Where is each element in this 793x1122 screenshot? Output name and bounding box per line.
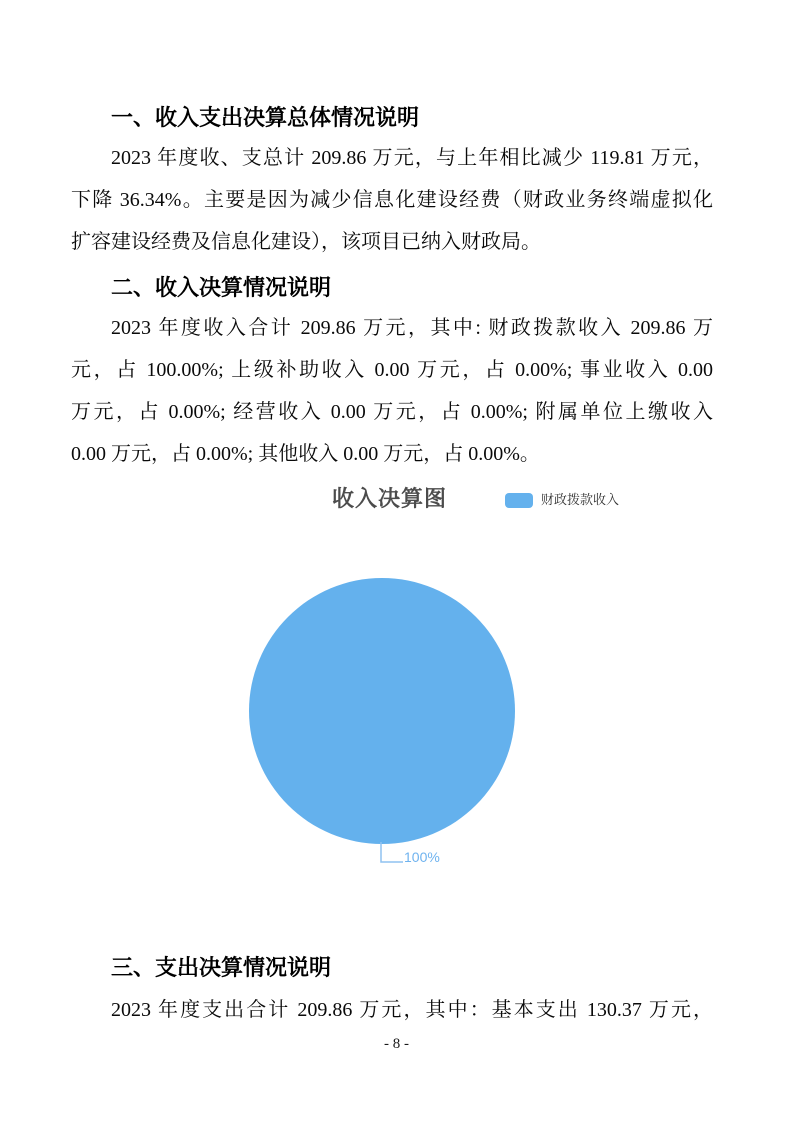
section-1-paragraph	[71, 137, 713, 263]
paragraph-line: 2023 年度收、支总计 209.86 万元，与上年相比减少 119.81 万元，	[111, 147, 713, 169]
paragraph-line: 万元，占 0.00%; 经营收入 0.00 万元，占 0.00%; 附属单位上缴收入	[71, 401, 713, 423]
paragraph-line: 2023 年度支出合计 209.86 万元，其中：基本支出 130.37 万元，	[111, 999, 713, 1021]
legend-label: 财政拨款收入	[541, 492, 620, 507]
chart-legend	[505, 492, 619, 508]
section-2-heading: 二、收入决算情况说明	[111, 275, 332, 300]
page-number: - 8 -	[384, 1036, 409, 1052]
section-1-heading: 一、收入支出决算总体情况说明	[111, 105, 420, 130]
legend-swatch	[505, 493, 533, 508]
section-3-paragraph	[71, 989, 713, 1031]
section-2-paragraph	[71, 307, 713, 475]
paragraph-line: 元，占 100.00%; 上级补助收入 0.00 万元，占 0.00%; 事业收入 0.00	[71, 359, 713, 381]
section-3-heading: 三、支出决算情况说明	[111, 955, 332, 980]
paragraph-line: 2023 年度收入合计 209.86 万元，其中: 财政拨款收入 209.86 万	[111, 317, 713, 339]
pie-slice	[249, 578, 515, 844]
paragraph-line: 下降 36.34%。主要是因为减少信息化建设经费（财政业务终端虚拟化	[71, 189, 713, 211]
chart-title: 收入决算图	[332, 486, 448, 511]
pie-percent-label: 100%	[404, 849, 440, 865]
pie-label-leader-line	[378, 842, 404, 864]
paragraph-line: 0.00 万元，占 0.00%; 其他收入 0.00 万元，占 0.00%。	[71, 443, 540, 465]
paragraph-line: 扩容建设经费及信息化建设），该项目已纳入财政局。	[71, 231, 541, 253]
